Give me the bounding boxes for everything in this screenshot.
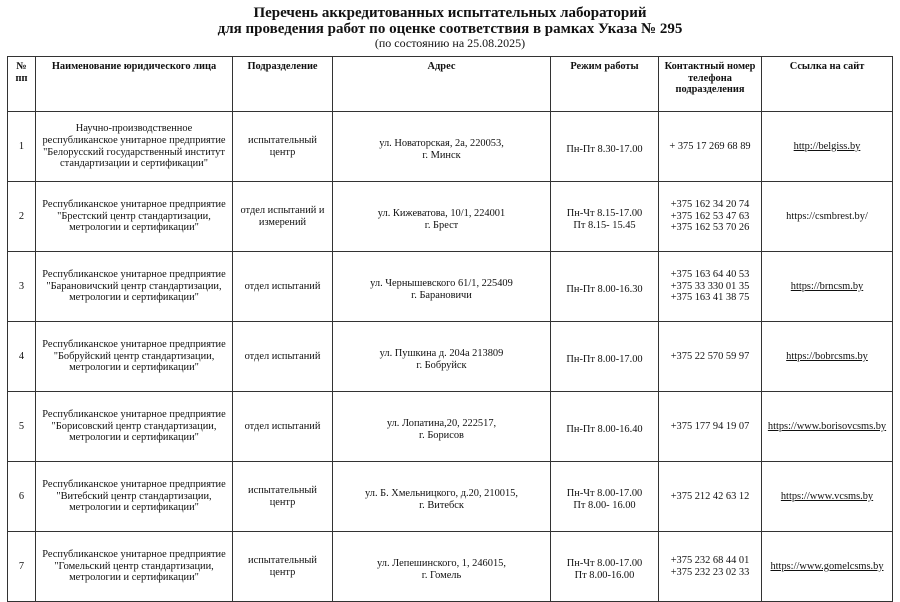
header-hours: Режим работы <box>551 57 659 112</box>
phone-line3: +375 163 41 38 75 <box>670 292 750 304</box>
address-line2: г. Брест <box>424 219 459 231</box>
phone-line3: +375 162 53 70 26 <box>670 222 750 234</box>
cell-phone <box>659 322 762 392</box>
table-header-row <box>8 57 893 112</box>
cell-address <box>333 532 551 602</box>
cell-hours <box>551 392 659 462</box>
org-name: Научно-производственное республиканское унитарное предприятие "Белорусский государственный институт стандартизации и сертификации" <box>42 123 226 170</box>
site-link[interactable]: https://www.borisovcsms.by <box>767 420 887 432</box>
cell-phone <box>659 392 762 462</box>
hours-line1: Пн-Чт 8.00-17.00 <box>566 557 643 569</box>
table-row <box>8 322 893 392</box>
row-number: 2 <box>18 210 25 222</box>
cell-dept <box>233 322 333 392</box>
cell-hours <box>551 532 659 602</box>
row-number: 5 <box>18 420 25 432</box>
table-row <box>8 112 893 182</box>
header-num: № пп <box>8 57 36 112</box>
address-line2: г. Барановичи <box>411 289 472 301</box>
cell-hours <box>551 322 659 392</box>
phone-line1: +375 177 94 19 07 <box>670 420 750 432</box>
cell-org <box>36 182 233 252</box>
phone-line2: +375 162 53 47 63 <box>670 210 750 222</box>
address-line2: г. Витебск <box>419 499 464 511</box>
address-line1: ул. Пушкина д. 204а 213809 <box>379 347 504 359</box>
cell-address <box>333 252 551 322</box>
cell-site <box>762 252 893 322</box>
cell-address <box>333 322 551 392</box>
phone-line1: +375 22 570 59 97 <box>670 350 750 362</box>
department-name: отдел испытаний <box>244 350 321 362</box>
org-name: Республиканское унитарное предприятие "Гомельский центр стандартизации, метрологии и сертификации" <box>42 549 226 584</box>
phone-line1: +375 232 68 44 01 <box>670 554 750 566</box>
table-row <box>8 252 893 322</box>
cell-num <box>8 392 36 462</box>
cell-phone <box>659 182 762 252</box>
cell-hours <box>551 252 659 322</box>
cell-num <box>8 322 36 392</box>
header-org: Наименование юридического лица <box>36 57 233 112</box>
document-title-line1: Перечень аккредитованных испытательных лабораторий <box>253 5 647 21</box>
cell-org <box>36 462 233 532</box>
cell-site <box>762 392 893 462</box>
address-line2: г. Борисов <box>419 429 464 441</box>
department-name: испытательный центр <box>248 134 317 158</box>
cell-site <box>762 532 893 602</box>
site-link[interactable]: https://brncsm.by <box>790 280 864 292</box>
hours-line1: Пн-Пт 8.00-17.00 <box>566 353 643 365</box>
cell-org <box>36 532 233 602</box>
hours-line2: Пт 8.00-16.00 <box>574 569 635 581</box>
document-title-line2: для проведения работ по оценке соответствия в рамках Указа № 295 <box>217 21 683 37</box>
phone-line1: +375 212 42 63 12 <box>670 490 750 502</box>
cell-hours <box>551 182 659 252</box>
cell-address <box>333 462 551 532</box>
cell-num <box>8 112 36 182</box>
org-name: Республиканское унитарное предприятие "Брестский центр стандартизации, метрологии и сертификации" <box>42 199 226 234</box>
cell-org <box>36 112 233 182</box>
cell-hours <box>551 462 659 532</box>
hours-line1: Пн-Пт 8.00-16.40 <box>566 423 643 435</box>
hours-line2: Пт 8.15- 15.45 <box>573 219 636 231</box>
cell-dept <box>233 462 333 532</box>
table-row <box>8 392 893 462</box>
cell-num <box>8 182 36 252</box>
cell-hours <box>551 112 659 182</box>
hours-line1: Пн-Пт 8.00-16.30 <box>566 283 643 295</box>
cell-site <box>762 112 893 182</box>
hours-line1: Пн-Чт 8.00-17.00 <box>566 487 643 499</box>
department-name: отдел испытаний <box>244 420 321 432</box>
org-name: Республиканское унитарное предприятие "Борисовский центр стандартизации, метрологии и сертификации" <box>42 409 226 444</box>
phone-line2: +375 232 23 02 33 <box>670 566 750 578</box>
cell-num <box>8 532 36 602</box>
cell-address <box>333 182 551 252</box>
row-number: 3 <box>18 280 25 292</box>
header-phone: Контактный номер телефона подразделения <box>659 57 762 112</box>
address-line1: ул. Новаторская, 2а, 220053, <box>379 137 504 149</box>
cell-dept <box>233 112 333 182</box>
org-name: Республиканское унитарное предприятие "Бобруйский центр стандартизации, метрологии и сертификации" <box>42 339 226 374</box>
cell-phone <box>659 532 762 602</box>
cell-dept <box>233 392 333 462</box>
cell-phone <box>659 112 762 182</box>
address-line1: ул. Лепешинского, 1, 246015, <box>377 557 506 569</box>
cell-dept <box>233 182 333 252</box>
phone-line1: + 375 17 269 68 89 <box>669 140 751 152</box>
department-name: испытательный центр <box>248 484 317 508</box>
phone-line1: +375 163 64 40 53 <box>670 269 750 281</box>
laboratories-table <box>7 56 893 602</box>
address-line1: ул. Кижеватова, 10/1, 224001 <box>377 207 506 219</box>
address-line2: г. Гомель <box>421 569 462 581</box>
site-link[interactable]: http://belgiss.by <box>793 140 861 152</box>
header-dept: Подразделение <box>233 57 333 112</box>
hours-line2: Пт 8.00- 16.00 <box>573 499 636 511</box>
department-name: отдел испытаний и измерений <box>240 204 325 228</box>
org-name: Республиканское унитарное предприятие "Витебский центр стандартизации, метрологии и сертификации" <box>42 479 226 514</box>
cell-org <box>36 252 233 322</box>
address-line2: г. Бобруйск <box>416 359 467 371</box>
address-line1: ул. Б. Хмельницкого, д.20, 210015, <box>365 487 518 499</box>
department-name: отдел испытаний <box>244 280 321 292</box>
cell-dept <box>233 252 333 322</box>
table-row <box>8 182 893 252</box>
site-link[interactable]: https://bobrcsms.by <box>786 350 868 362</box>
document-subtitle: (по состоянию на 25.08.2025) <box>374 36 526 50</box>
hours-line1: Пн-Пт 8.30-17.00 <box>566 143 643 155</box>
header-site: Ссылка на сайт <box>762 57 893 112</box>
cell-org <box>36 392 233 462</box>
cell-num <box>8 462 36 532</box>
cell-phone <box>659 462 762 532</box>
cell-num <box>8 252 36 322</box>
cell-phone <box>659 252 762 322</box>
table-row <box>8 532 893 602</box>
cell-address <box>333 392 551 462</box>
cell-site <box>762 322 893 392</box>
cell-site <box>762 462 893 532</box>
hours-line1: Пн-Чт 8.15-17.00 <box>566 207 643 219</box>
table-row <box>8 462 893 532</box>
cell-org <box>36 322 233 392</box>
row-number: 4 <box>18 350 25 362</box>
cell-address <box>333 112 551 182</box>
cell-site <box>762 182 893 252</box>
site-link[interactable]: https://www.vcsms.by <box>780 490 874 502</box>
site-link[interactable]: https://www.gomelcsms.by <box>770 560 884 572</box>
phone-line1: +375 162 34 20 74 <box>670 199 750 211</box>
department-name: испытательный центр <box>248 554 317 578</box>
cell-dept <box>233 532 333 602</box>
address-line1: ул. Чернышевского 61/1, 225409 <box>370 277 513 289</box>
row-number: 1 <box>18 140 25 152</box>
phone-line2: +375 33 330 01 35 <box>670 280 750 292</box>
address-line2: г. Минск <box>422 149 461 161</box>
header-addr: Адрес <box>333 57 551 112</box>
row-number: 7 <box>18 560 25 572</box>
row-number: 6 <box>18 490 25 502</box>
address-line1: ул. Лопатина,20, 222517, <box>386 417 497 429</box>
org-name: Республиканское унитарное предприятие "Барановичский центр стандартизации, метрологии и сертификации" <box>42 269 226 304</box>
site-link[interactable]: https://csmbrest.by/ <box>786 210 868 222</box>
